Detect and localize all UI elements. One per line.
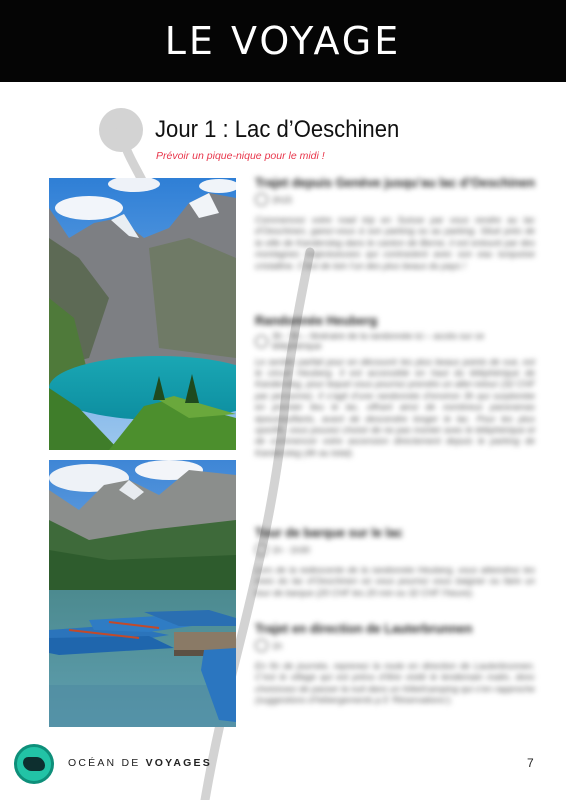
rowing-boats-photo (49, 460, 236, 727)
section-tour-barque (255, 526, 535, 599)
section-duration (255, 331, 535, 351)
section-body: Commencez votre road trip en Suisse par vous rendre au lac d’Oeschinen, garez-vous à son parking ou au parking. Situé près de la ville de Kandersteg dans le canton de Berne, il est entouré par des montagnes majestueuses qui contrastent avec son eau turquoise cristalline. C’est de loin l’un des plus beaux du pays ! (255, 215, 535, 271)
section-randonnee-heuberg (255, 314, 535, 459)
section-title: Randonnée Heuberg (255, 314, 378, 328)
footer-brand (68, 757, 212, 769)
duration-text: 2h15 (272, 194, 293, 205)
day-note: Prévoir un pique-nique pour le midi ! (156, 150, 325, 162)
section-body: Lors de la redescente de la randonnée Heuberg, vous atteindrez les rives du lac d’Oeschinen où vous pourrez vous baigner ou faire un tour de barque (20 CHF les 20 min ou 32 CHF l’heure). (255, 565, 535, 598)
duration-text: 1h - 1h30 (272, 544, 311, 555)
section-title: Tour de barque sur le lac (255, 526, 403, 540)
duration-text: 1h (272, 640, 283, 651)
section-trajet-lauterbrunnen (255, 622, 535, 707)
clock-icon (255, 335, 268, 348)
section-trajet-geneve (255, 176, 535, 272)
section-body: En fin de journée, reprenez la route en direction de Lauterbrunnen. C’est le village qui est prévu d’être visité le lendemain matin, donc choisissez de passer la nuit dans un hôtel/camping qui s’en rapproche (suggestions d’hébergements p.5 ‘Réservations’). (255, 661, 535, 706)
page-header (0, 0, 566, 82)
brand-bold-text: VOYAGES (145, 757, 212, 769)
section-title: Trajet en direction de Lauterbrunnen (255, 622, 473, 636)
lake-mountain-photo (49, 178, 236, 450)
section-duration (255, 543, 310, 556)
section-duration (255, 193, 292, 206)
clock-icon (255, 639, 268, 652)
clock-icon (255, 193, 268, 206)
logo-turtle-icon (14, 744, 54, 784)
section-duration (255, 639, 282, 652)
page-number: 7 (527, 756, 534, 770)
route-marker-icon (99, 108, 143, 152)
header-title: LE VOYAGE (164, 19, 402, 63)
duration-text: 3h - 5h – Itinéraire de la randonnée ici – accès sur ce téléphérique (271, 331, 485, 351)
day-title: Jour 1 : Lac d’Oeschinen (155, 116, 400, 143)
section-body: Le sentier parfait pour en découvrir les plus beaux points de vue, est le circuit Heuberg. Il est accessible en haut du téléphérique de Kandersteg, pour lequel vous pourrez prendre un aller-retour (32 CHF par personne). Il s’agit d’une randonnée d’environ 3h qui surplombe en premier lieu le lac, offrant ainsi de nombreux panoramas époustouflants, avant de descendre longer le lac. Pour les plus sportifs, vous pouvez choisir de ne pas monter avec le téléphérique et de commencer votre ascension directement depuis le parking de Kandersteg (4h au total). (255, 356, 535, 458)
clock-icon (255, 543, 268, 556)
brand-light-text: OCÉAN DE (68, 757, 141, 769)
section-title: Trajet depuis Genève jusqu’au lac d’Oeschinen (255, 176, 535, 190)
